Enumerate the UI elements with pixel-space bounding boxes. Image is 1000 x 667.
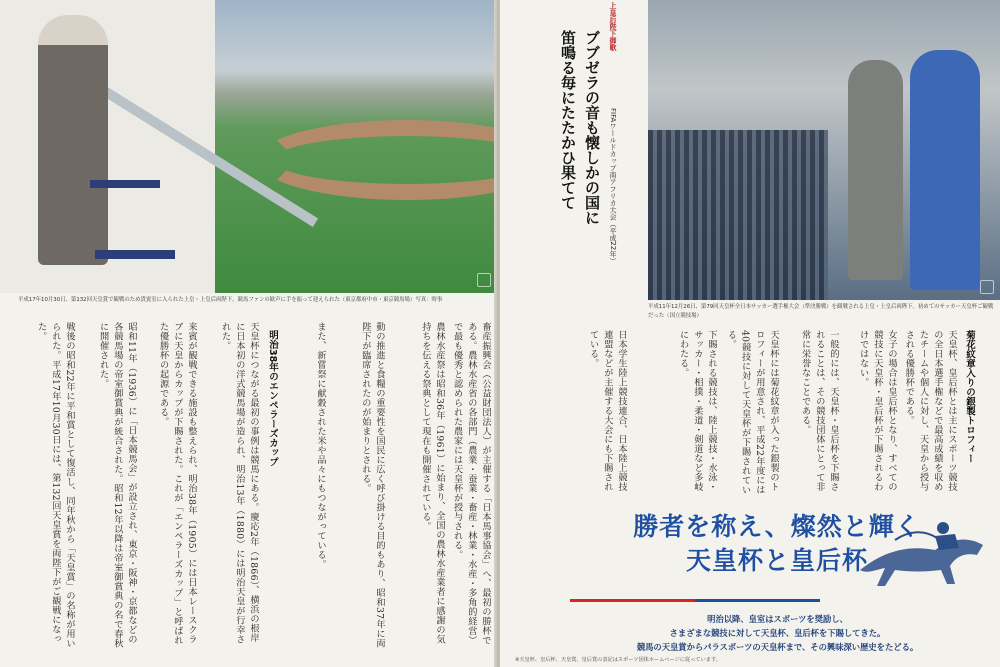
right-photo-caption: 平成11年12月26日、第79回天皇杯全日本サッカー選手権大会（準決勝戦）を観戦される上皇・上皇后両陛下。初めてのサッカー天皇杯ご観戦だった（国立競技場） xyxy=(648,304,994,319)
expand-icon[interactable] xyxy=(980,280,994,294)
person-waving xyxy=(848,60,903,280)
waving-person xyxy=(38,15,108,265)
headline-source: FIFAワールドカップ南アフリカ大会（平成22年） xyxy=(609,108,617,265)
left-col-4: また、新嘗祭に献穀された米や品々にもつながっている。 xyxy=(315,322,326,569)
left-page xyxy=(0,0,497,667)
person-in-blue xyxy=(910,50,980,290)
soccer-stadium-photo xyxy=(648,0,1000,300)
spectator-crowd xyxy=(648,130,828,300)
expand-icon[interactable] xyxy=(477,273,491,287)
left-col-8: 戦後の昭和22年に平和賞として復活し、同年秋から「天皇賞」の名称が用いられた。平成17年10月30日には、第132回天皇賞を両陛下がご観戦になった。 xyxy=(35,322,75,648)
feature-banner xyxy=(562,510,992,578)
banner-title-line-1: 勝者を称え、燦然と輝く xyxy=(633,512,921,541)
title-stripe xyxy=(570,599,820,602)
left-col-6: 来賓が観戦できる施設も整えられ、明治38年（1905）には日本レースクラブに天皇からカップが下賜された。これが「エンペラーズカップ」と呼ばれた優勝杯の起源である。 xyxy=(157,322,197,645)
right-col-5: 下賜される競技は、陸上競技・水泳・サッカー・相撲・柔道・剣道など多岐にわたる。 xyxy=(677,330,717,492)
left-photo-caption: 平成17年10月30日、第132回天皇賞で観戦のため貴賓室に入られた上皇・上皇后両陛下。競馬ファンの歓声に手を振って迎えられた（東京都府中市・東京競馬場）写真：時事 xyxy=(18,297,443,303)
left-col-1: 畜産振興会（公益財団法人）が主催する「日本馬事協会」へ、最初の勝杯である。農林水産省の各部門（農業・蚕業・畜産・林業・水産・多角的経営）で最も優秀と認められた農家には天皇杯が授与される。 xyxy=(451,322,491,645)
lead-text xyxy=(565,612,990,654)
race-track xyxy=(257,120,497,200)
desk-mat xyxy=(90,180,160,188)
footnote: ※天皇杯、皇后杯、天皇賞、皇后賞の表記はスポーツ団体ホームページに従っています。 xyxy=(515,657,721,663)
headline-tag: 上皇后陛下御歌 xyxy=(609,2,617,51)
lead-line-1: 明治以降、皇室はスポーツを奨励し、 xyxy=(707,614,848,624)
left-section-heading: 明治38年のエンペラーズカップ xyxy=(267,330,278,467)
right-col-1: 天皇杯、皇后杯とは主にスポーツ競技の全日本選手権などで最高成績を収めたチームや個人に対し、天皇から授与される優勝杯である。 xyxy=(903,330,957,492)
left-col-7: 昭和11年（1936）に「日本競馬会」が設立され、東京・阪神・京都などの各競馬場の帝室御賞典が統合された。昭和12年以降は帝室御賞典の名で春秋に開催された。 xyxy=(97,322,137,648)
poem-line-2: 笛鳴る毎にたたかひ果てて xyxy=(559,30,577,210)
lead-line-3: 競馬の天皇賞からパラスポーツの天皇杯まで、その興味深い歴史をたどる。 xyxy=(636,642,919,652)
left-col-5: 天皇杯につながる最初の事例は競馬にある。慶応2年（1866）、横浜の根岸に日本初の洋式競馬場が造られ、明治13年（1880）には明治天皇が行幸された。 xyxy=(219,322,259,644)
banner-title-line-2: 天皇杯と皇后杯 xyxy=(685,546,868,575)
lead-line-2: さまざまな競技に対して天皇杯、皇后杯を下賜してきた。 xyxy=(669,628,886,638)
right-section-heading: 菊花紋章入りの銀製トロフィー xyxy=(964,330,975,463)
right-col-2: 女子の場合は皇后杯となり、すべての競技に天皇杯・皇后杯が下賜されるわけではない。 xyxy=(857,330,897,492)
left-col-3: 動の推進と食糧の重要性を国民に広く呼び掛ける目的もあり、昭和37年に両陛下が臨席されたのが始まりとされる。 xyxy=(359,322,385,648)
right-col-4: 天皇杯には菊花紋章が入った銀製のトロフィーが用意され、平成22年度には40競技に対して天皇杯が下賜されている。 xyxy=(725,330,779,495)
poem-line-1: ブブゼラの音も懐しかの国に xyxy=(583,30,601,225)
horse-race-photo xyxy=(0,0,497,293)
right-col-6: 日本学生陸上競技連合、日本陸上競技連盟などが主催する大会にも下賜されている。 xyxy=(587,330,627,492)
right-col-3: 一般的には、天皇杯・皇后杯を下賜されることは、その競技団体にとって非常に栄誉なことである。 xyxy=(799,330,839,492)
desk-mat xyxy=(95,250,175,259)
left-col-2: 農林水産祭は昭和36年（1961）に始まり、全国の農林水産業者に感謝の気持ちを伝える祭典として現在も開催されている。 xyxy=(419,322,445,644)
